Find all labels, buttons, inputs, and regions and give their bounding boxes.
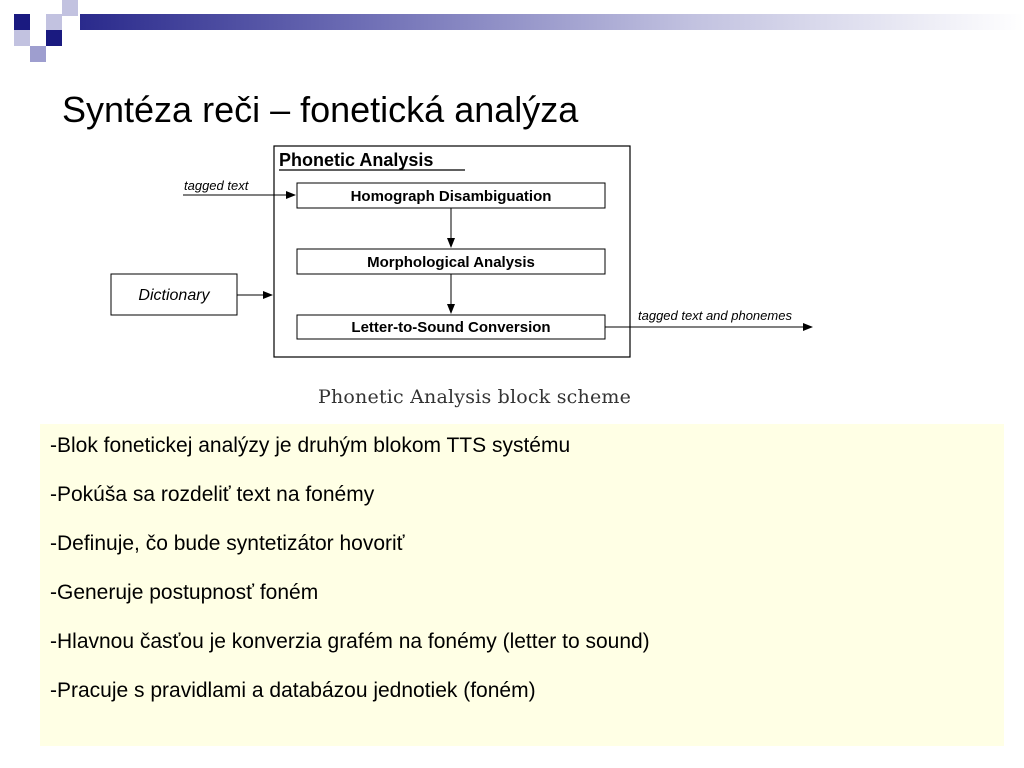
input-label: tagged text (184, 178, 249, 193)
letter-to-sound-label: Letter-to-Sound Conversion (351, 319, 551, 336)
diagram-heading: Phonetic Analysis (279, 150, 434, 170)
dictionary-label: Dictionary (138, 287, 210, 304)
note-line: -Blok fonetickej analýzy je druhým blokom TTS systému (50, 434, 571, 457)
note-line: -Definuje, čo bude syntetizátor hovoriť (50, 532, 405, 555)
note-line: -Pracuje s pravidlami a databázou jednotiek (foném) (50, 679, 536, 702)
homograph-label: Homograph Disambiguation (350, 188, 552, 205)
notes-box (40, 424, 1004, 746)
diagram-caption: Phonetic Analysis block scheme (318, 386, 632, 408)
morphological-label: Morphological Analysis (367, 254, 535, 271)
note-line: -Pokúša sa rozdeliť text na fonémy (50, 483, 375, 506)
note-line: -Generuje postupnosť foném (50, 581, 319, 604)
output-label: tagged text and phonemes (638, 308, 792, 323)
note-line: -Hlavnou časťou je konverzia grafém na fonémy (letter to sound) (50, 630, 650, 653)
slide-title: Syntéza reči – fonetická analýza (62, 89, 579, 130)
